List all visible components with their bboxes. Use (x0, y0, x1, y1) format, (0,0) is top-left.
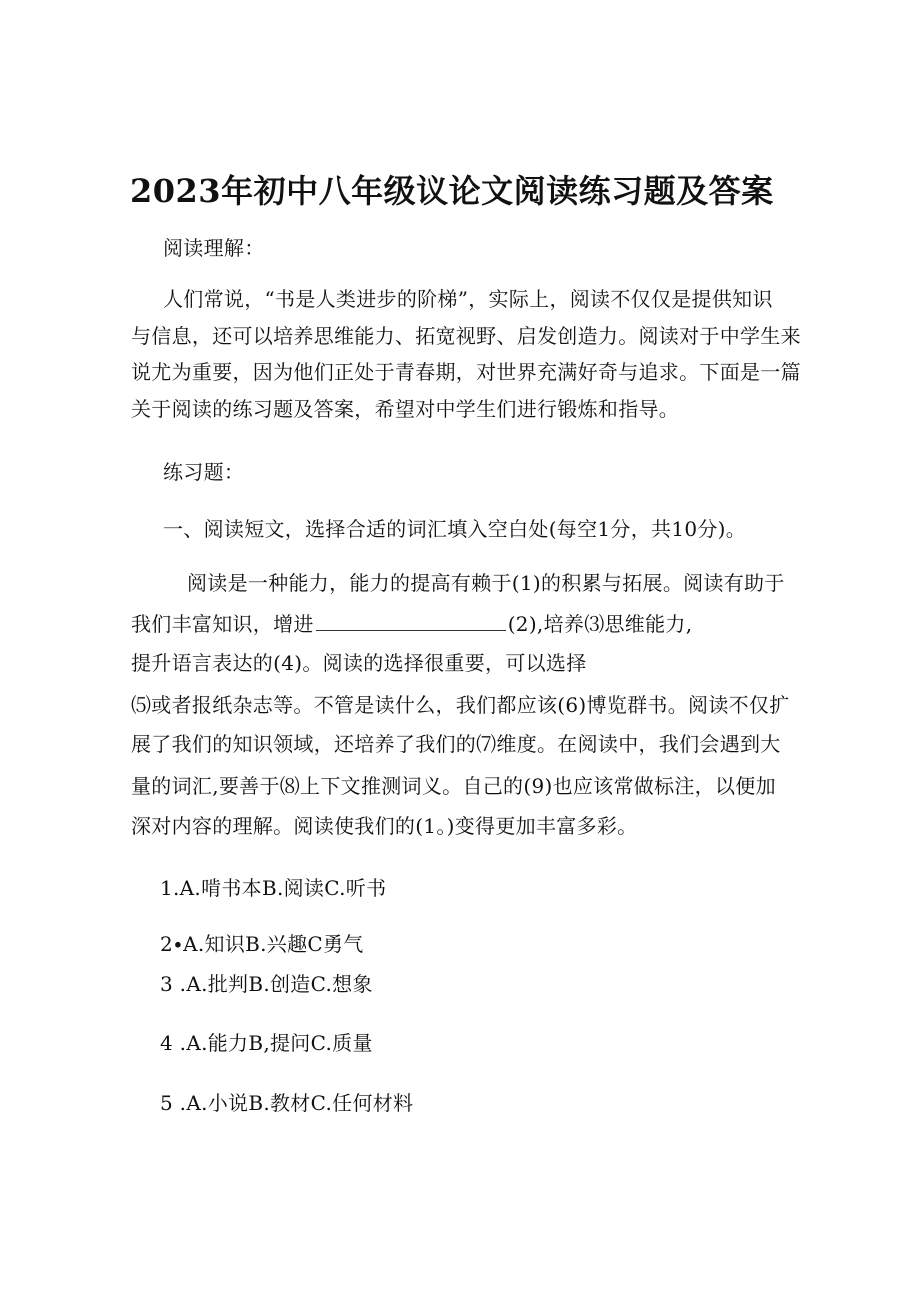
passage-line-2-start: 我们丰富知识，增进 (131, 612, 314, 636)
passage-line-4: ⑸或者报纸杂志等。不管是读什么，我们都应该(6)博览群书。阅读不仅扩 (131, 693, 790, 717)
passage-line-5: 展了我们的知识领域，还培养了我们的⑺维度。在阅读中，我们会遇到大 (131, 732, 781, 756)
option-5: 5 .A.小说B.教材C.任何材料 (160, 1091, 414, 1115)
intro-line-2: 与信息，还可以培养思维能力、拓宽视野、启发创造力。阅读对于中学生来 (131, 324, 801, 348)
document-title: 2023年初中八年级议论文阅读练习题及答案 (130, 172, 774, 210)
passage-line-1: 阅读是一种能力，能力的提高有赖于(1)的积累与拓展。阅读有助于 (187, 571, 785, 595)
passage-line-3: 提升语言表达的(4)。阅读的选择很重要，可以选择 (131, 651, 587, 675)
question1-heading: 一、阅读短文，选择合适的词汇填入空白处(每空1分，共10分)。 (163, 517, 747, 541)
fill-in-blank (316, 612, 506, 631)
intro-line-1: 人们常说，“书是人类进步的阶梯”，实际上，阅读不仅仅是提供知识 (163, 287, 773, 311)
option-1: 1.A.啃书本B.阅读C.听书 (160, 876, 387, 900)
intro-line-4: 关于阅读的练习题及答案，希望对中学生们进行锻炼和指导。 (131, 397, 680, 421)
section-reading-label: 阅读理解： (163, 236, 265, 260)
passage-line-2 (131, 608, 692, 637)
passage-line-2-end: (2),培养⑶思维能力, (507, 612, 693, 636)
passage-line-7: 深对内容的理解。阅读使我们的(1。)变得更加丰富多彩。 (131, 814, 638, 838)
intro-line-3: 说尤为重要，因为他们正处于青春期，对世界充满好奇与追求。下面是一篇 (131, 360, 801, 384)
section-exercise-label: 练习题： (163, 460, 245, 484)
option-3: 3 .A.批判B.创造C.想象 (160, 972, 373, 996)
option-2: 2∙A.知识B.兴趣C勇气 (160, 932, 364, 956)
passage-line-6: 量的词汇,要善于⑻上下文推测词义。自己的(9)也应该常做标注，以便加 (131, 774, 776, 798)
option-4: 4 .A.能力B,提问C.质量 (160, 1031, 373, 1055)
